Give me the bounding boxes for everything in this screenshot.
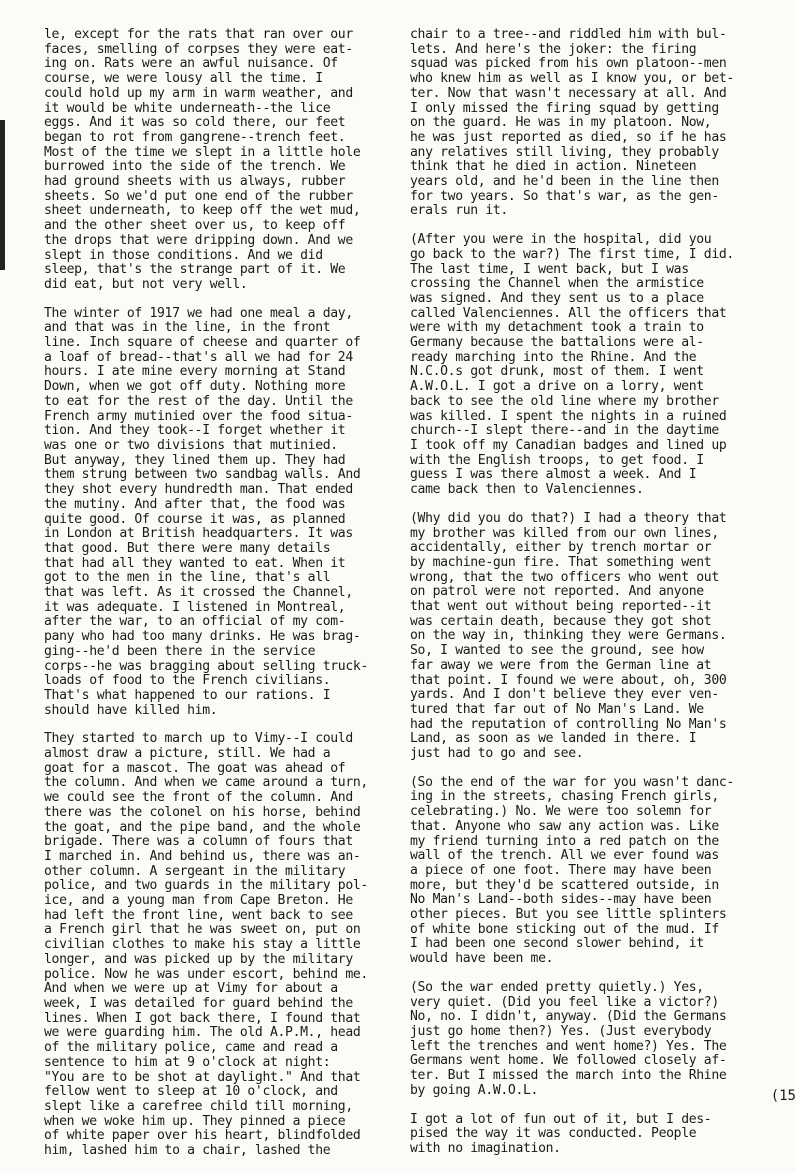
page-number: (15 xyxy=(770,1088,796,1104)
paragraph: (So the war ended pretty quietly.) Yes, very quiet. (Did you feel like a victor?) No, no. I didn't, anyway. (Did the Germans just go home then?) Yes. (Just everybody left the trenches and went home?) Yes. The Germans went home. We followed closely af- ter. But I missed the march into the Rhine by going A.W.O.L. xyxy=(410,979,727,1098)
paragraph: (Why did you do that?) I had a theory that my brother was killed from our own lines, accidentally, either by trench mortar or by machine-gun fire. That something went wrong, that the two officers who went out on patrol were not reported. And anyone that went out without being reported--it was certain death, because they got shot on the way in, thinking they were Germans. So, I wanted to see the ground, see how far away we were from the German line at that point. I found we were about, oh, 300 yards. And I don't believe they ever ven- tured that far out of No Man's Land. We had the reputation of controlling No Man's Land, as soon as we landed in there. I just had to go and see. xyxy=(410,510,727,762)
paragraph: chair to a tree--and riddled him with bul- lets. And here's the joker: the firing squad was picked from his own platoon--men who knew him as well as I know you, or bet- ter. Now that wasn't necessary at all. And I only missed the firing squad by getting on the guard. He was in my platoon. Now, he was just reported as died, so if he has any relatives still living, they probably think that he died in action. Nineteen years old, and he'd been in the line then for two years. So that's war, as the gen- erals run it. xyxy=(410,27,734,219)
left-column xyxy=(44,28,389,1173)
paragraph: They started to march up to Vimy--I could almost draw a picture, still. We had a goat for a mascot. The goat was ahead of the column. And when we came around a turn, we could see the front of the column. And there was the colonel on his horse, behind the goat, and the pipe band, and the whole brigade. There was a column of fours that I marched in. And behind us, there was an- other column. A sergeant in the military police, and two guards in the military pol- ice, and a young man from Cape Breton. He had left the front line, went back to see a French girl that he was sweet on, put on civilian clothes to make his stay a little longer, and was picked up by the military police. Now he was under escort, behind me. And when we were up at Vimy for about a week, I was detailed for guard behind the lines. When I got back there, I found that we were guarding him. The old A.P.M., head of the military police, came and read a sentence to him at 9 o'clock at night: "You are to be shot at daylight." And that fellow went to sleep at 10 o'clock, and slept like a carefree child till morning, when we woke him up. They pinned a piece of white paper over his heart, blindfolded him, lashed him to a chair, lashed the xyxy=(44,731,368,1159)
paragraph: le, except for the rats that ran over our faces, smelling of corpses they were eat- ing on. Rats were an awful nuisance. Of course, we were lousy all the time. I could hold up my arm in warm weather, and it would be white underneath--the lice eggs. And it was so cold there, our feet began to rot from gangrene--trench feet. Most of the time we slept in a little hole burrowed into the side of the trench. We had ground sheets with us always, rubber sheets. So we'd put one end of the rubber sheet underneath, to keep off the wet mud, and the other sheet over us, to keep off the drops that were dripping down. And we slept in those conditions. And we did sleep, that's the strange part of it. We did eat, but not very well. xyxy=(44,27,361,292)
right-column xyxy=(410,28,762,1171)
paragraph: (After you were in the hospital, did you go back to the war?) The first time, I did. The last time, I went back, but I was crossing the Channel when the armistice was signed. And they sent us to a place called Valenciennes. All the officers that were with my detachment took a train to Germany because the battalions were al- ready marching into the Rhine. And the N.C.O.s got drunk, most of them. I went A.W.O.L. I got a drive on a lorry, went back to see the old line where my brother was killed. I spent the nights in a ruined church--I slept there--and in the daytime I took off my Canadian badges and lined up with the English troops, to get food. I guess I was there almost a week. And I came back then to Valenciennes. xyxy=(410,232,734,498)
scan-edge-mark xyxy=(0,120,5,270)
paragraph: I got a lot of fun out of it, but I des- pised the way it was conducted. People with no imagination. xyxy=(410,1111,712,1156)
paragraph: (So the end of the war for you wasn't danc- ing in the streets, chasing French girls, celebrating.) No. We were too solemn for that. Anyone who saw any action was. Like my friend turning into a red patch on the wall of the trench. All we ever found was a piece of one foot. There may have been more, but they'd be scattered outside, in No Man's Land--both sides--may have been other pieces. But you see little splinters of white bone sticking out of the mud. If I had been one second slower behind, it would have been me. xyxy=(410,774,734,967)
paragraph: The winter of 1917 we had one meal a day, and that was in the line, in the front line. Inch square of cheese and quarter of a loaf of bread--that's all we had for 24 hours. I ate mine every morning at Stand Down, when we got off duty. Nothing more to eat for the rest of the day. Until the French army mutinied over the food situa- tion. And they took--I forget whether it was one or two divisions that mutinied. But anyway, they lined them up. They had them strung between two sandbag walls. And they shot every hundredth man. That ended the mutiny. And after that, the food was quite good. Of course it was, as planned in London at British headquarters. It was that good. But there were many details that had all they wanted to eat. When it got to the men in the line, that's all that was left. As it crossed the Channel, it was adequate. I listened in Montreal, after the war, to an official of my com- pany who had too many drinks. He was brag- ging--he'd been there in the service corps--he was bragging about selling truck- loads of food to the French civilians. That's what happened to our rations. I should have killed him. xyxy=(44,305,368,718)
